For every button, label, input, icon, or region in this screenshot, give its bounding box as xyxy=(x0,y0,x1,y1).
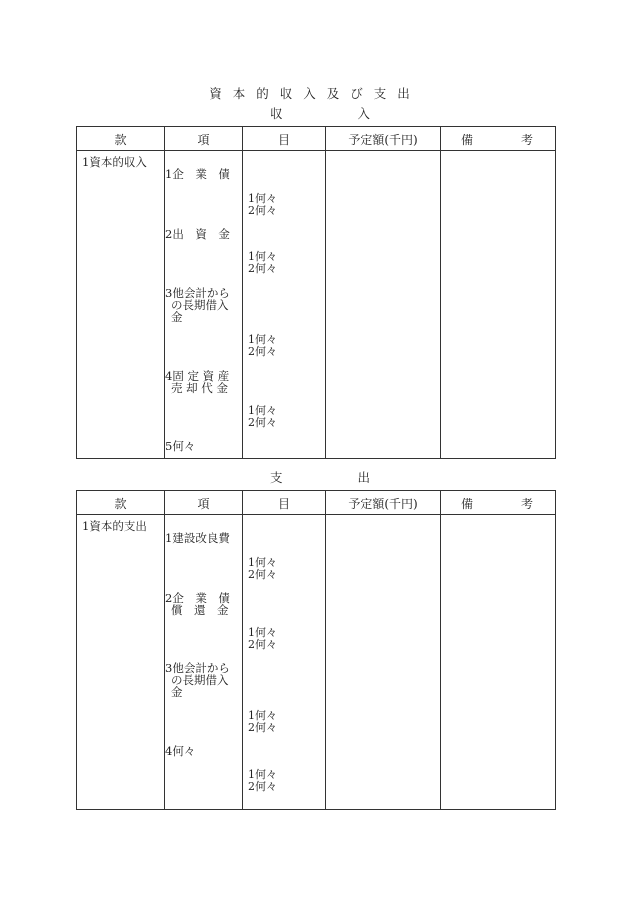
header-biko-char-1: 備 xyxy=(461,497,474,511)
moku-line: 1何々 xyxy=(248,333,277,346)
column-divider xyxy=(242,127,243,458)
moku-line: 1何々 xyxy=(248,250,277,263)
item-line: 3他会計から xyxy=(165,661,230,675)
item-line: 金 xyxy=(171,310,183,324)
moku-cell xyxy=(248,769,277,793)
moku-line: 1何々 xyxy=(248,556,277,569)
item-line: 2出 資 金 xyxy=(165,227,230,241)
item-cell xyxy=(165,168,230,180)
moku-cell xyxy=(248,193,277,217)
column-divider xyxy=(242,491,243,809)
item-line: 5何々 xyxy=(165,439,196,453)
item-line: の長期借入 xyxy=(171,298,229,312)
column-divider xyxy=(440,127,441,458)
header-divider xyxy=(77,514,555,515)
item-line: 4何々 xyxy=(165,744,196,758)
column-divider xyxy=(440,491,441,809)
item-cell xyxy=(165,440,195,452)
item-line: 2企 業 債 xyxy=(165,591,230,605)
moku-line: 2何々 xyxy=(248,568,277,581)
moku-line: 1何々 xyxy=(248,192,277,205)
header-divider xyxy=(77,150,555,151)
item-cell xyxy=(165,745,195,757)
moku-cell xyxy=(248,405,277,429)
income-table xyxy=(76,126,556,459)
item-cell xyxy=(165,532,230,544)
moku-line: 2何々 xyxy=(248,345,277,358)
moku-cell xyxy=(248,710,277,734)
moku-line: 2何々 xyxy=(248,262,277,275)
moku-line: 1何々 xyxy=(248,709,277,722)
header-biko-char-1: 備 xyxy=(461,133,474,147)
moku-line: 1何々 xyxy=(248,768,277,781)
item-cell xyxy=(165,662,230,698)
item-cell xyxy=(165,592,230,616)
column-divider xyxy=(325,491,326,809)
item-line: 償 還 金 xyxy=(171,603,229,617)
item-line: 1建設改良費 xyxy=(165,531,230,545)
item-line: 4固 定 資 産 xyxy=(165,369,230,383)
header-yotei: 予定額(千円) xyxy=(348,133,418,147)
header-biko xyxy=(461,131,533,148)
item-cell xyxy=(165,228,230,240)
header-kan: 款 xyxy=(114,497,127,511)
header-kou: 項 xyxy=(197,133,210,147)
moku-cell xyxy=(248,251,277,275)
income-subtitle-char-2: 入 xyxy=(357,106,370,121)
moku-line: 2何々 xyxy=(248,780,277,793)
header-biko xyxy=(461,495,533,512)
expense-subtitle xyxy=(270,468,370,486)
expense-subtitle-char-1: 支 xyxy=(270,470,283,485)
header-biko-char-2: 考 xyxy=(520,133,533,147)
header-moku: 目 xyxy=(277,497,290,511)
item-cell xyxy=(165,370,229,394)
expense-subtitle-char-2: 出 xyxy=(357,470,370,485)
item-line: 3他会計から xyxy=(165,286,230,300)
item-line: 1企 業 債 xyxy=(165,167,230,181)
income-subtitle xyxy=(270,104,370,122)
moku-line: 2何々 xyxy=(248,416,277,429)
moku-cell xyxy=(248,334,277,358)
header-kan: 款 xyxy=(114,133,127,147)
item-cell xyxy=(165,287,230,323)
document-title: 資本的収入及び支出 xyxy=(209,86,421,101)
item-line: の長期借入 xyxy=(171,673,229,687)
income-subtitle-char-1: 収 xyxy=(270,106,283,121)
expense-table xyxy=(76,490,556,810)
moku-line: 2何々 xyxy=(248,638,277,651)
header-yotei: 予定額(千円) xyxy=(348,497,418,511)
moku-cell xyxy=(248,557,277,581)
moku-line: 1何々 xyxy=(248,404,277,417)
header-moku: 目 xyxy=(277,133,290,147)
header-biko-char-2: 考 xyxy=(520,497,533,511)
item-line: 金 xyxy=(171,685,183,699)
column-divider xyxy=(325,127,326,458)
kan-cell: 1資本的収入 xyxy=(82,155,147,169)
moku-line: 2何々 xyxy=(248,721,277,734)
moku-cell xyxy=(248,627,277,651)
header-kou: 項 xyxy=(197,497,210,511)
moku-line: 1何々 xyxy=(248,626,277,639)
item-line: 売 却 代 金 xyxy=(171,381,228,395)
kan-cell: 1資本的支出 xyxy=(82,519,147,533)
moku-line: 2何々 xyxy=(248,204,277,217)
